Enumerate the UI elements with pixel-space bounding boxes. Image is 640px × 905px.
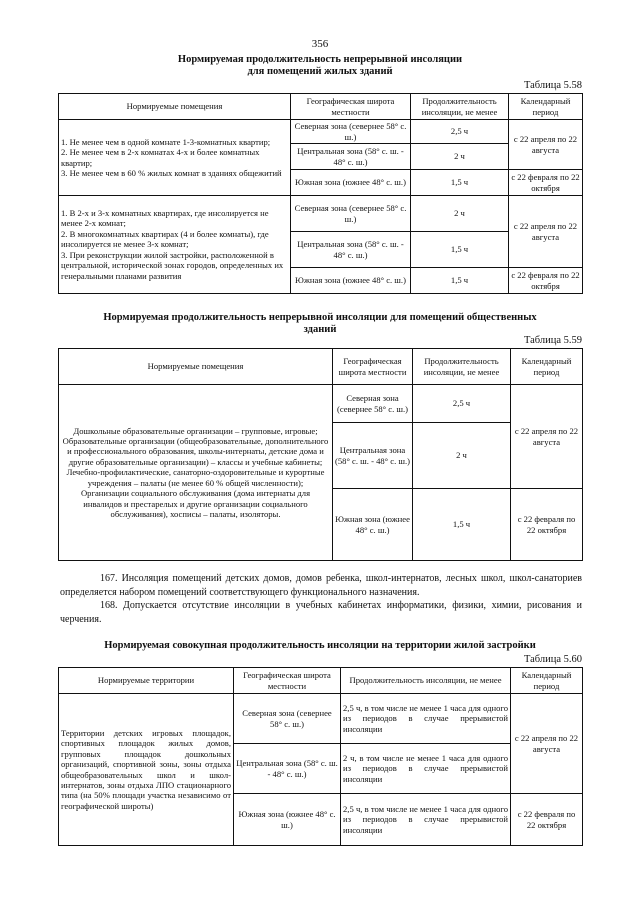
duration-cell: 2,5 ч, в том числе не менее 1 часа для одного из периодов в случае прерывистой инсоляции: [341, 694, 511, 744]
period-cell: с 22 апреля по 22 августа: [511, 694, 583, 794]
table-header-row: [59, 349, 583, 385]
room-item: 2. В многокомнатных квартирах (4 и более комнаты), где инсолируется не менее 3-х комнат;: [61, 228, 269, 250]
header-cell: Географическая широта местности: [291, 94, 411, 120]
period-cell: с 22 февраля по 22 октября: [509, 268, 583, 294]
table-5-59: [58, 348, 583, 561]
zone-cell: Центральная зона (58° с. ш. - 48° с. ш.): [291, 232, 411, 268]
period-cell: с 22 февраля по 22 октября: [511, 794, 583, 846]
room-item: Организации социального обслуживания (дома интернаты для инвалидов и престарелых и другие организации социального обслуживания), хосписы – палаты, изоляторы.: [80, 488, 311, 519]
header-cell: Продолжительность инсоляции, не менее: [411, 94, 509, 120]
header-cell: Календарный период: [509, 94, 583, 120]
duration-cell: 1,5 ч: [413, 489, 511, 561]
table-5-58-title-line2: для помещений жилых зданий: [247, 66, 393, 77]
paragraph-167: 167. Инсоляция помещений детских домов, домов ребенка, школ-интернатов, лесных школ, школ-санаториев определяется набором помещений соответствующего функционального назначения.: [60, 573, 582, 598]
duration-cell: 2 ч: [411, 196, 509, 232]
zone-cell: Северная зона (севернее 58° с. ш.): [333, 385, 413, 423]
table-header-row: [59, 668, 583, 694]
table-5-58-label: Таблица 5.58: [523, 80, 582, 91]
body-text: [60, 572, 582, 626]
header-cell: Продолжительность инсоляции, не менее: [413, 349, 511, 385]
duration-cell: 2 ч, в том числе не менее 1 часа для одного из периодов в случае прерывистой инсоляции: [341, 744, 511, 794]
rooms-cell: [59, 196, 291, 294]
zone-cell: Южная зона (южнее 48° с. ш.): [333, 489, 413, 561]
table-5-59-title: [40, 312, 600, 336]
table-row: [59, 120, 583, 144]
table-5-58: [58, 93, 583, 294]
page-number: 356: [311, 38, 329, 50]
table-5-59-title-line2: зданий: [303, 324, 337, 335]
zone-cell: Северная зона (севернее 58° с. ш.): [291, 196, 411, 232]
room-item: 2. Не менее чем в 2-х комнатах 4-х и более комнатных квартир;: [61, 147, 260, 168]
room-item: Дошкольные образовательные организации – групповые, игровые;: [73, 425, 318, 436]
duration-cell: 2,5 ч: [413, 385, 511, 423]
table-row: [59, 385, 583, 423]
duration-cell: 1,5 ч: [411, 268, 509, 294]
room-item: 3. При реконструкции жилой застройки, расположенной в центральной, исторической зонах городов, определенных их генеральными планами развития: [61, 249, 284, 281]
territory-cell: Территории детских игровых площадок, спортивных площадок жилых домов, групповых площадок дошкольных организаций, спортивной зоны, зоны отдыха общеобразовательных школ и школ-интернатов, зоны отдыха ЛПО стационарного типа (на 50% площади участка независимо от географической широты): [59, 694, 234, 846]
rooms-cell: [59, 385, 333, 561]
zone-cell: Северная зона (севернее 58° с. ш.): [291, 120, 411, 144]
header-cell: Нормируемые территории: [59, 668, 234, 694]
zone-cell: Южная зона (южнее 48° с. ш.): [291, 268, 411, 294]
room-item: 3. Не менее чем в 60 % жилых комнат в зданиях общежитий: [61, 167, 282, 178]
header-cell: Нормируемые помещения: [59, 349, 333, 385]
zone-cell: Северная зона (севернее 58° с. ш.): [234, 694, 341, 744]
table-5-58-title-line1: Нормируемая продолжительность непрерывной инсоляции: [177, 54, 463, 65]
room-item: Лечебно-профилактические, санаторно-оздоровительные и курортные учреждения – палаты (не менее 60 % общей численности);: [66, 467, 325, 488]
table-row: [59, 694, 583, 744]
table-5-60-title: Нормируемая совокупная продолжительность инсоляции на территории жилой застройки: [104, 640, 536, 651]
period-cell: с 22 апреля по 22 августа: [509, 196, 583, 268]
room-item: 1. В 2-х и 3-х комнатных квартирах, где инсолируется не менее 2-х комнат;: [61, 208, 269, 229]
header-cell: Календарный период: [511, 668, 583, 694]
duration-cell: 2,5 ч: [411, 120, 509, 144]
rooms-cell: [59, 120, 291, 196]
period-cell: с 22 февраля по 22 октября: [511, 489, 583, 561]
room-item: Образовательные организации (общеобразовательные, дополнительного и профессионального образования, школы-интернаты, детские дома и другие образовательные организации) – классы и учебные кабинеты;: [62, 436, 329, 467]
period-cell: с 22 февраля по 22 октября: [509, 170, 583, 196]
paragraph-168: 168. Допускается отсутствие инсоляции в учебных кабинетах информатики, физики, химии, рисования и черчения.: [60, 600, 582, 625]
duration-cell: 2 ч: [411, 144, 509, 170]
duration-cell: 1,5 ч: [411, 170, 509, 196]
zone-cell: Центральная зона (58° с. ш. - 48° с. ш.): [234, 744, 341, 794]
table-5-60: [58, 667, 583, 846]
duration-cell: 2,5 ч, в том числе не менее 1 часа для одного из периодов в случае прерывистой инсоляции: [341, 794, 511, 846]
table-row: [59, 196, 583, 232]
header-cell: Продолжительность инсоляции, не менее: [341, 668, 511, 694]
duration-cell: 1,5 ч: [411, 232, 509, 268]
zone-cell: Центральная зона (58° с. ш. - 48° с. ш.): [333, 423, 413, 489]
table-5-59-label: Таблица 5.59: [523, 335, 582, 346]
period-cell: с 22 апреля по 22 августа: [511, 385, 583, 489]
room-item: 1. Не менее чем в одной комнате 1-3-комнатных квартир;: [61, 136, 271, 147]
table-5-59-title-line1: Нормируемая продолжительность непрерывной инсоляции для помещений общественных: [103, 312, 537, 323]
header-cell: Географическая широта местности: [234, 668, 341, 694]
header-cell: Календарный период: [511, 349, 583, 385]
zone-cell: Центральная зона (58° с. ш. - 48° с. ш.): [291, 144, 411, 170]
header-cell: Нормируемые помещения: [59, 94, 291, 120]
zone-cell: Южная зона (южнее 48° с. ш.): [291, 170, 411, 196]
header-cell: Географическая широта местности: [333, 349, 413, 385]
zone-cell: Южная зона (южнее 48° с. ш.): [234, 794, 341, 846]
table-5-58-title: [40, 54, 600, 78]
period-cell: с 22 апреля по 22 августа: [509, 120, 583, 170]
table-5-60-label: Таблица 5.60: [523, 654, 582, 665]
table-header-row: [59, 94, 583, 120]
duration-cell: 2 ч: [413, 423, 511, 489]
